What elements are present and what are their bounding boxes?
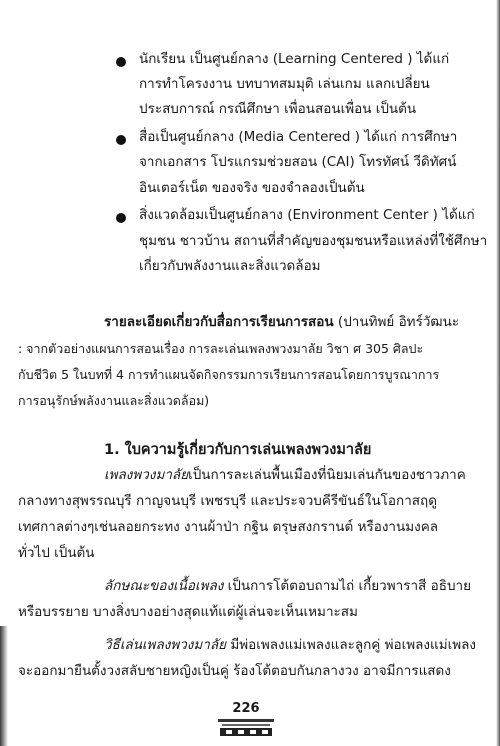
details-line-3: กับชีวิต 5 ในบทที่ 4 การทำแผนจัดกิจกรรมการเรียนการสอนโดยการบูรณาการ [18, 367, 440, 382]
section-heading: 1. ใบความรู้เกี่ยวกับการเล่นเพลงพวงมาลัย [104, 442, 372, 458]
paragraph-1-line-2: กลางทางสุพรรณบุรี กาญจนบุรี เพชรบุรี และประจวบคีรีขันธ์ในโอกาสฤดู [18, 493, 437, 509]
bullet-3-line-2: ชุมชน ชาวบ้าน สถานที่สำคัญของชุมชนหรือแหล่งที่ใช้ศึกษา [139, 233, 488, 249]
details-line-2: : จากตัวอย่างแผนการสอนเรื่อง การละเล่นเพลงพวงมาลัย วิชา ศ 305 ศิลปะ [18, 341, 424, 356]
details-citation: (ปานทิพย์ อิทร์วัฒนะ [333, 314, 460, 330]
paragraph-3-text: มีพ่อเพลงแม่เพลงและลูกคู่ พ่อเพลงแม่เพลง [226, 637, 476, 653]
details-title: รายละเอียดเกี่ยวกับสื่อการเรียนการสอน [104, 314, 334, 330]
bullet-3-line-1: สิ่งแวดล้อมเป็นศูนย์กลาง (Environment Center ) ได้แก่ [139, 207, 475, 223]
publisher-logo-icon [216, 716, 276, 738]
paragraph-2-text: เป็นการโต้ตอบถามไถ่ เกี้ยวพาราสี อธิบาย [223, 578, 471, 594]
term-song-content: ลักษณะของเนื้อเพลง [104, 578, 224, 594]
bullet-1-line-2: การทำโครงงาน บทบาทสมมุติ เล่นเกม แลกเปลี่ยน [139, 76, 430, 92]
page-number: 226 [232, 701, 260, 716]
paragraph-3-line-1 [104, 636, 476, 655]
page-binding-shadow [0, 626, 8, 746]
bullet-dot [116, 135, 126, 145]
bullet-1-line-3: ประสบการณ์ กรณีศึกษา เพื่อนสอนเพื่อน เป็นต้น [139, 101, 417, 117]
page-edge-shadow [496, 0, 500, 746]
details-line-4: การอนุรักษ์พลังงานและสิ่งแวดล้อม) [18, 393, 210, 408]
paragraph-1-text: เป็นการละเล่นพื้นเมืองที่นิยมเล่นกันของชาวภาค [188, 467, 466, 483]
paragraph-3-line-2: จะออกมายืนตั้งวงสลับชายหญิงเป็นคู่ ร้องโต้ตอบกันกลางวง อาจมีการแสดง [18, 663, 451, 679]
term-phleng-phuang-malai: เพลงพวงมาลัย [104, 467, 189, 483]
bullet-dot [116, 213, 126, 223]
bullet-2-line-3: อินเตอร์เน็ต ของจริง ของจำลองเป็นต้น [139, 180, 365, 196]
paragraph-1-line-4: ทั่วไป เป็นต้น [18, 545, 95, 561]
term-how-to-play: วิธีเล่นเพลงพวงมาลัย [104, 637, 227, 653]
paragraph-1-line-3: เทศกาลต่างๆเช่นลอยกระทง งานผ้าป่า กฐิน ตรุษสงกรานต์ หรืองานมงคล [18, 519, 439, 535]
bullet-3-line-3: เกี่ยวกับพลังงานและสิ่งแวดล้อม [139, 258, 321, 274]
bullet-dot [116, 57, 126, 67]
bullet-1-line-1: นักเรียน เป็นศูนย์กลาง (Learning Centered ) ได้แก่ [139, 51, 450, 67]
bullet-2-line-1: สื่อเป็นศูนย์กลาง (Media Centered ) ได้แก่ การศึกษา [139, 129, 458, 145]
paragraph-1-line-1 [104, 466, 466, 485]
details-line-1 [104, 313, 459, 332]
paragraph-2-line-2: หรือบรรยาย บางสิ่งบางอย่างสุดแท้แต่ผู้เล่นจะเห็นเหมาะสม [18, 604, 358, 620]
bullet-2-line-2: จากเอกสาร โปรแกรมช่วยสอน (CAI) โทรทัศน์ วีดิทัศน์ [139, 154, 457, 170]
paragraph-2-line-1 [104, 577, 471, 596]
